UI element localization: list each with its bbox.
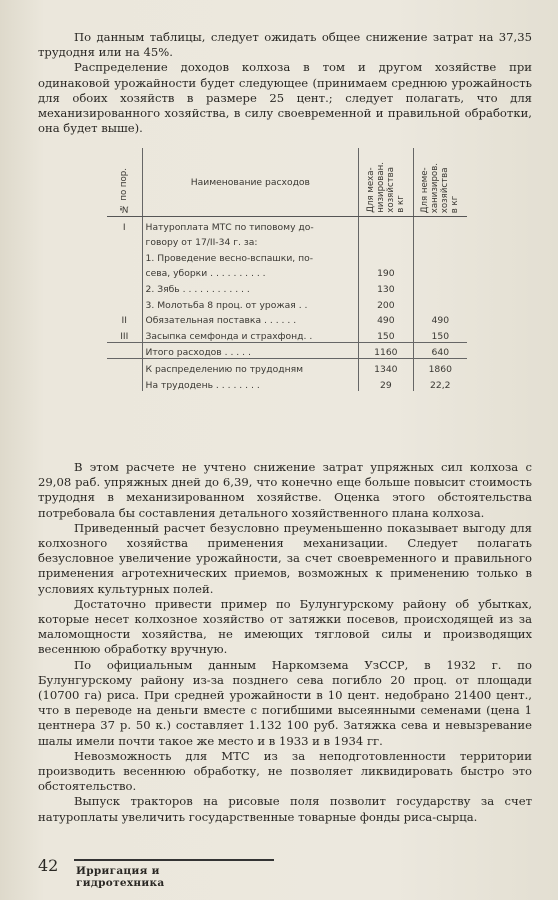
table-cell-name: Натуроплата МТС по типовому до- — [142, 217, 359, 233]
page-number: 42 — [38, 856, 59, 875]
table-cell-a: 1340 — [359, 359, 413, 375]
paragraph: По данным таблицы, следует ожидать общее снижение затрат на 37,35 трудодня или на 45%. — [38, 30, 532, 60]
header-num: № по пор. — [107, 148, 142, 217]
table-row — [107, 359, 467, 375]
table-row — [107, 264, 467, 280]
table-row — [107, 311, 467, 327]
table-cell-b: 150 — [431, 330, 450, 342]
table-cell-num: I — [107, 217, 142, 233]
table-cell-a — [359, 217, 413, 233]
table-cell-b — [413, 264, 467, 280]
table-cell-b: 1860 — [413, 359, 467, 375]
table-cell-num — [107, 279, 142, 295]
table-cell-name: 2. Зябь . . . . . . . . . . . . — [142, 279, 359, 295]
footer-rule — [74, 859, 274, 861]
table-cell-a — [359, 248, 413, 264]
table-cell-a: 29 — [359, 375, 413, 391]
table-cell-a: 130 — [359, 279, 413, 295]
table-cell-name: говору от 17/II-34 г. за: — [142, 233, 359, 249]
table-cell-name: 3. Молотьба 8 проц. от урожая . . — [142, 295, 359, 311]
table-cell-num — [107, 264, 142, 280]
top-text — [38, 30, 532, 136]
header-name: Наименование расходов — [142, 148, 359, 217]
table-cell-name: 1. Проведение весно-вспашки, по- — [142, 248, 359, 264]
table-cell-name: сева, уборки . . . . . . . . . . — [142, 264, 359, 280]
table-cell-name: Засыпка семфонда и страхфонд. . — [142, 326, 359, 342]
table-cell-a: 490 — [359, 311, 413, 327]
expense-table — [107, 148, 467, 391]
table-cell-num: II — [107, 311, 142, 327]
table-cell-b — [413, 295, 467, 311]
table-row — [107, 233, 467, 249]
bottom-text — [38, 460, 532, 825]
header-mech: Для меха- низирован. хозяйства в кг — [359, 148, 413, 217]
table-cell-a: 190 — [359, 264, 413, 280]
table-cell-b — [413, 217, 467, 233]
table-cell-b: 490 — [431, 315, 450, 327]
table-row — [107, 342, 467, 359]
table-row — [107, 217, 467, 233]
table-cell-b: 640 — [413, 342, 467, 359]
table-row — [107, 295, 467, 311]
table-cell-name: Итого расходов . . . . . — [142, 342, 359, 359]
table-cell-b — [413, 248, 467, 264]
table-cell-name: Обязательная поставка . . . . . . — [142, 311, 359, 327]
table-cell-name: На трудодень . . . . . . . . — [142, 375, 359, 391]
table-cell-b: 22,2 — [430, 379, 451, 391]
table-cell-b — [413, 233, 467, 249]
header-nonmech: Для неме- ханизиров. хозяйства в кг — [413, 148, 467, 217]
table-row — [107, 375, 467, 391]
table-cell-num — [107, 359, 142, 375]
paragraph: В этом расчете не учтено снижение затрат упряжных сил колхоза с 29,08 раб. упряжных дней до 6,39, что конечно еще больше повысит стоимость трудодня в механизированном хозяйстве. Оценка этого обстоятельства потребовала бы составления детального хозяйственного плана колхоза. — [38, 460, 532, 520]
table-cell-a — [359, 233, 413, 249]
table-cell-a: 1160 — [359, 342, 413, 359]
paragraph: Невозможность для МТС из за неподготовленности территории производить весеннюю обработку, не позволяет ликвидировать быстро это обстоятельство. — [38, 748, 532, 794]
table-row — [107, 326, 467, 342]
table-cell-a: 150 — [359, 326, 413, 342]
table-cell-num — [107, 375, 142, 391]
table-cell-num — [107, 295, 142, 311]
paragraph: Приведенный расчет безусловно преуменьшенно показывает выгоду для колхозного хозяйства применения механизации. Следует полагать безусловное увеличение урожайности, за счет своевременного и правильного применения агротехнических приемов, возможных к применению только в условиях культурных полей. — [38, 520, 532, 596]
journal-title: Ирригация и гидротехника — [76, 865, 165, 889]
table-cell-num — [107, 248, 142, 264]
table-cell-b — [413, 279, 467, 295]
table-cell-num — [107, 342, 142, 359]
paragraph: Выпуск тракторов на рисовые поля позволит государству за счет натуроплаты увеличить государственные товарные фонды риса-сырца. — [38, 794, 532, 824]
table-cell-num: III — [107, 326, 142, 342]
paragraph: По официальным данным Наркомзема УзССР, в 1932 г. по Булунгурскому району из-за позднего сева погибло 20 проц. от площади (10700 га) риса. При средней урожайности в 10 цент. недобрано 21400 цент., что в переводе на деньги вместе с погибшими высеянными семенами (цена 1 центнера 37 р. 50 к.) составляет 1.132 100 руб. Затяжка сева и невызревание шалы имели почти такое же место и в 1933 и в 1934 гг. — [38, 657, 532, 748]
table-row — [107, 279, 467, 295]
table-cell-num — [107, 233, 142, 249]
table-cell-name: К распределению по трудодням — [142, 359, 359, 375]
paragraph: Достаточно привести пример по Булунгурскому району об убытках, которые несет колхозное хозяйство от затяжки посевов, происходящей из за маломощности хозяйства, не имеющих тягловой силы и производящих весеннюю обработку вручную. — [38, 596, 532, 657]
paragraph: Распределение доходов колхоза в том и другом хозяйстве при одинаковой урожайности будет следующее (принимаем среднюю урожайность для обоих хозяйств в размере 25 цент.; следует полагать, что для механизированного хозяйства, в силу своевременной и правильной обработки, она будет выше). — [38, 60, 532, 136]
table-cell-a: 200 — [359, 295, 413, 311]
table-row — [107, 248, 467, 264]
